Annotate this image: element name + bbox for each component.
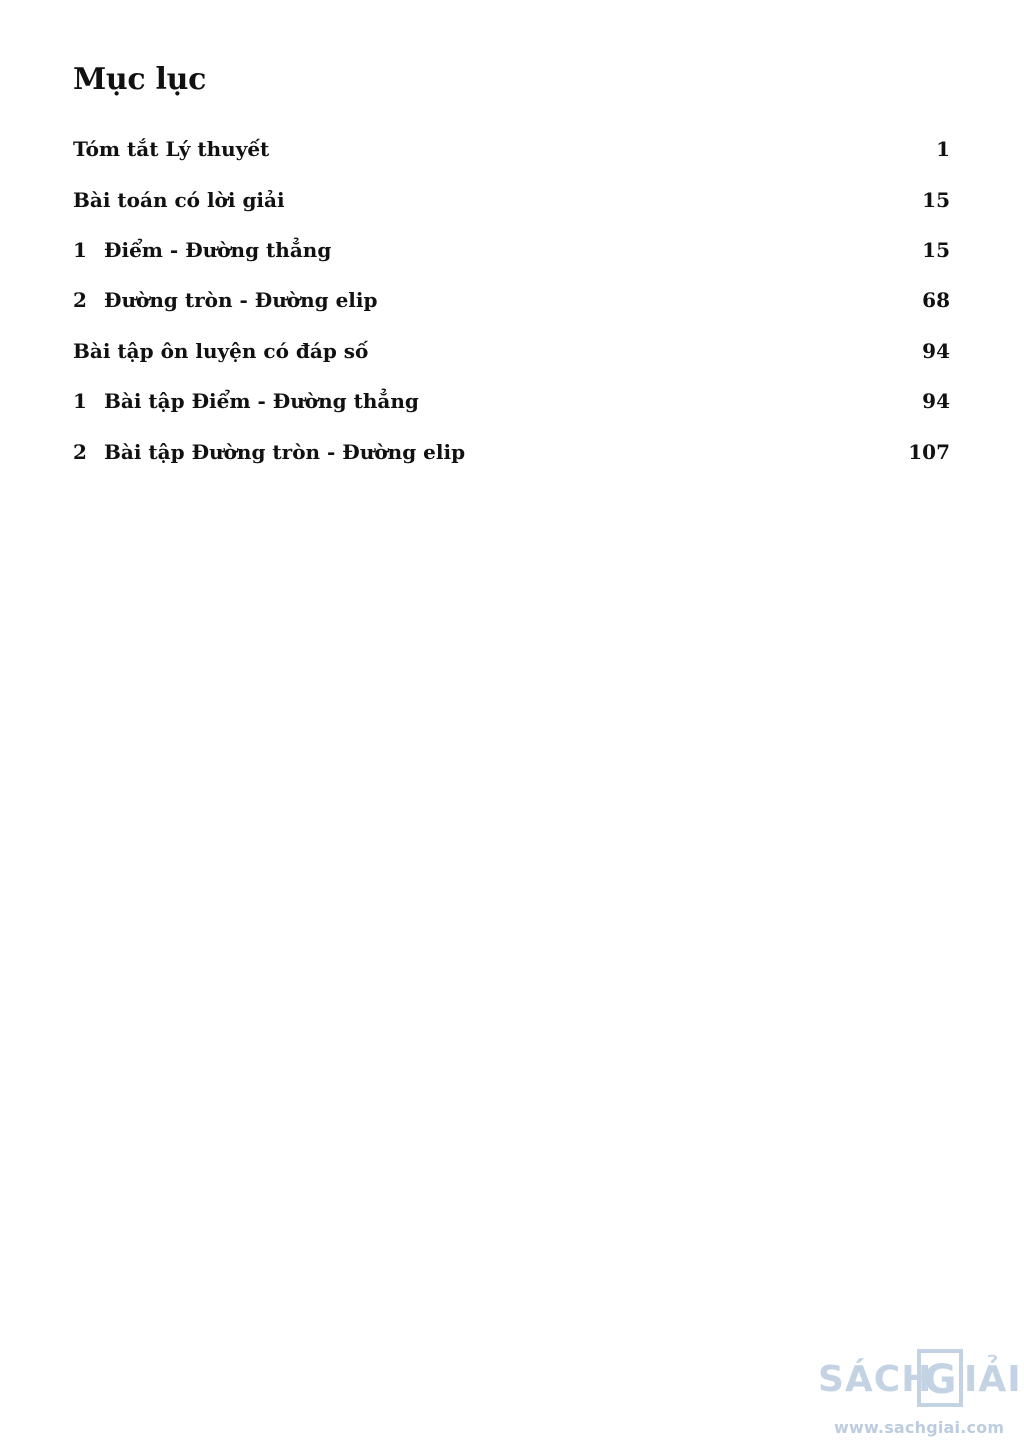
toc-entry-number: 2	[73, 288, 87, 313]
toc-entry-number: 1	[73, 389, 87, 414]
toc-entry-page: 15	[922, 237, 950, 262]
table-of-contents	[73, 124, 950, 477]
logo-g-mark-icon	[916, 1348, 964, 1408]
toc-entry-page: 94	[922, 338, 950, 363]
toc-entry-left	[73, 339, 368, 363]
toc-entry-page: 15	[922, 187, 950, 212]
toc-entry-label: Bài tập Điểm - Đường thẳng	[104, 389, 419, 414]
toc-entry-label: Bài tập Đường tròn - Đường elip	[104, 439, 466, 464]
toc-entry[interactable]	[73, 275, 950, 325]
toc-entry[interactable]	[73, 326, 950, 376]
toc-title: Mục lục	[73, 62, 207, 97]
toc-entry-label: Đường tròn - Đường elip	[104, 288, 378, 313]
toc-entry-page: 94	[922, 389, 950, 414]
toc-entry-page: 107	[908, 439, 950, 464]
logo-url[interactable]: www.sachgiai.com	[834, 1418, 1005, 1437]
logo-text-right: IẢI	[964, 1359, 1022, 1400]
toc-entry-left	[73, 288, 378, 312]
toc-entry[interactable]	[73, 174, 950, 224]
toc-entry-label: Bài tập ôn luyện có đáp số	[73, 338, 369, 363]
toc-entry[interactable]	[73, 225, 950, 275]
toc-entry-left	[73, 440, 465, 464]
sachgiai-watermark-logo	[818, 1346, 1024, 1440]
toc-entry-number: 2	[73, 439, 87, 464]
toc-entry-left	[73, 188, 285, 212]
toc-entry[interactable]	[73, 124, 950, 174]
toc-entry-label: Bài toán có lời giải	[73, 187, 285, 212]
toc-entry-number: 1	[73, 237, 87, 262]
toc-entry-label: Điểm - Đường thẳng	[104, 237, 332, 262]
toc-entry[interactable]	[73, 376, 950, 426]
logo-g-letter: G	[923, 1357, 957, 1403]
logo-text-left: SÁCH	[818, 1359, 933, 1400]
toc-entry-left	[73, 137, 269, 161]
toc-entry-left	[73, 238, 331, 262]
toc-entry-page: 1	[936, 137, 950, 162]
toc-entry-left	[73, 389, 419, 413]
toc-entry-label: Tóm tắt Lý thuyết	[73, 137, 270, 162]
toc-entry[interactable]	[73, 426, 950, 476]
toc-entry-page: 68	[922, 288, 950, 313]
